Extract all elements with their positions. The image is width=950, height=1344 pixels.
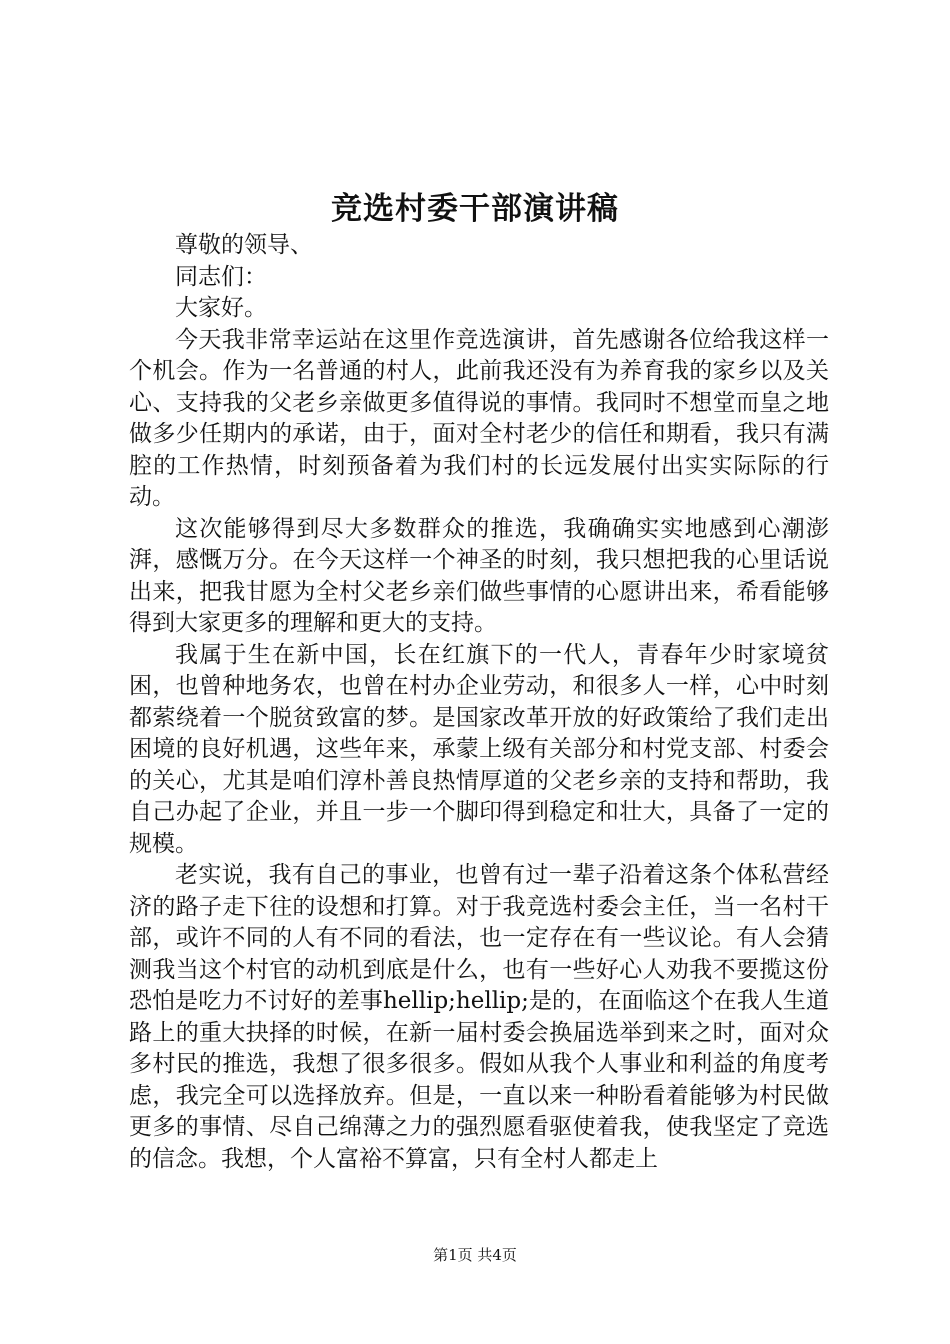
body-paragraph: 我属于生在新中国，长在红旗下的一代人，青春年少时家境贫困，也曾种地务农，也曾在村办企业劳动，和很多人一样，心中时刻都萦绕着一个脱贫致富的梦。是国家改革开放的好政策给了我们走出困境的良好机遇，这些年来，承蒙上级有关部分和村党支部、村委会的关心，尤其是咱们淳朴善良热情厚道的父老乡亲的支持和帮助，我自己办起了企业，并且一步一个脚印得到稳定和壮大，具备了一定的规模。 bbox=[129, 641, 829, 857]
salutation-line: 尊敬的领导、 bbox=[175, 232, 313, 258]
page-title: 竞选村委干部演讲稿 bbox=[331, 191, 619, 227]
body-paragraph: 老实说，我有自己的事业，也曾有过一辈子沿着这条个体私营经济的路子走下往的设想和打算。对于我竞选村委会主任，当一名村干部，或许不同的人有不同的看法，也一定存在有一些议论。有人会猜测我当这个村官的动机到底是什么，也有一些好心人劝我不要揽这份恐怕是吃力不讨好的差事hellip;hellip;是的，在面临这个在我人生道路上的重大抉择的时候，在新一届村委会换届选举到来之时，面对众多村民的推选，我想了很多很多。假如从我个人事业和利益的角度考虑，我完全可以选择放弃。但是，一直以来一种盼看着能够为村民做更多的事情、尽自己绵薄之力的强烈愿看驱使着我，使我坚定了竞选的信念。我想，个人富裕不算富，只有全村人都走上 bbox=[129, 862, 829, 1172]
body-paragraph: 这次能够得到尽大多数群众的推选，我确确实实地感到心潮澎湃，感慨万分。在今天这样一个神圣的时刻，我只想把我的心里话说出来，把我甘愿为全村父老乡亲们做些事情的心愿讲出来，希看能够得到大家更多的理解和更大的支持。 bbox=[129, 515, 829, 636]
greeting-line: 大家好。 bbox=[175, 295, 267, 321]
document-body bbox=[129, 230, 829, 1175]
page-footer: 第1页 共4页 bbox=[433, 1246, 517, 1264]
salutation-line: 同志们： bbox=[175, 263, 267, 290]
body-paragraph: 今天我非常幸运站在这里作竞选演讲，首先感谢各位给我这样一个机会。作为一名普通的村人，此前我还没有为养育我的家乡以及关心、支持我的父老乡亲做更多值得说的事情。我同时不想堂而皇之地做多少任期内的承诺，由于，面对全村老少的信任和期看，我只有满腔的工作热情，时刻预备着为我们村的长远发展付出实实际际的行动。 bbox=[129, 326, 829, 510]
